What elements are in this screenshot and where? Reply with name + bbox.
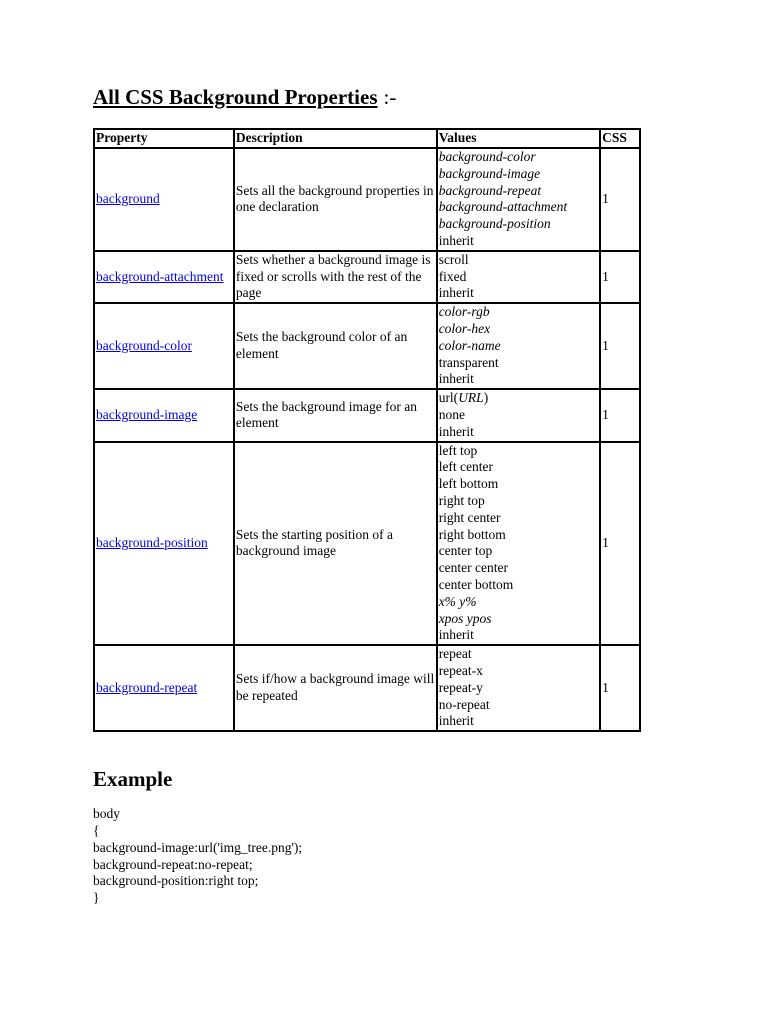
value-item: no-repeat xyxy=(438,696,490,712)
code-line: { xyxy=(93,822,100,838)
value-item: background-color xyxy=(438,149,536,164)
value-item: scroll xyxy=(438,251,469,267)
value-fragment: URL xyxy=(458,390,484,406)
code-line: body xyxy=(93,806,120,822)
values-cell xyxy=(437,645,600,731)
value-item xyxy=(439,390,598,407)
values-cell xyxy=(437,303,600,389)
description-cell: Sets the starting position of a background image xyxy=(234,442,437,646)
table-row xyxy=(94,303,640,389)
value-item: center bottom xyxy=(438,576,514,592)
value-item: right center xyxy=(438,509,501,525)
values-cell xyxy=(437,389,600,441)
description-cell: Sets all the background properties in one declaration xyxy=(234,148,437,251)
example-code xyxy=(93,806,653,907)
value-item: transparent xyxy=(438,354,499,370)
property-cell xyxy=(94,303,234,389)
value-item: inherit xyxy=(438,285,474,301)
values-cell xyxy=(437,251,600,303)
property-link[interactable]: background-attachment xyxy=(96,268,224,284)
code-line: } xyxy=(93,890,100,906)
property-link[interactable]: background-position xyxy=(96,534,208,550)
page-title xyxy=(93,84,653,110)
table-row xyxy=(94,148,640,251)
table-header-row xyxy=(94,129,640,148)
code-line: background-image:url('img_tree.png'); xyxy=(93,839,303,855)
values-cell xyxy=(437,148,600,251)
value-item: inherit xyxy=(438,713,474,729)
value-fragment: ) xyxy=(483,390,489,406)
value-item: x% y% xyxy=(438,593,477,609)
css-version-cell: 1 xyxy=(600,148,640,251)
value-item: left center xyxy=(438,459,494,475)
table-row xyxy=(94,251,640,303)
page-title-text: All CSS Background Properties xyxy=(93,85,378,109)
property-cell xyxy=(94,442,234,646)
value-item: none xyxy=(438,406,465,422)
css-version-cell: 1 xyxy=(600,303,640,389)
value-item: inherit xyxy=(438,371,474,387)
value-item: inherit xyxy=(438,627,474,643)
document-page xyxy=(93,84,653,907)
property-link[interactable]: background-image xyxy=(96,406,198,422)
value-item: background-attachment xyxy=(438,199,568,215)
code-line: background-repeat:no-repeat; xyxy=(93,856,253,872)
value-item: center center xyxy=(438,560,509,576)
value-item: repeat xyxy=(438,646,472,662)
value-item: repeat-x xyxy=(438,662,483,678)
column-header-property: Property xyxy=(94,129,234,148)
code-line: background-position:right top; xyxy=(93,873,259,889)
value-item: background-image xyxy=(438,165,541,181)
value-item: color-hex xyxy=(438,320,491,336)
value-item: left top xyxy=(438,442,478,458)
value-item: right top xyxy=(438,492,485,508)
description-cell: Sets the background image for an element xyxy=(234,389,437,441)
value-item: center top xyxy=(438,543,493,559)
css-version-cell: 1 xyxy=(600,645,640,731)
value-item: fixed xyxy=(438,268,467,284)
properties-table xyxy=(93,128,641,732)
column-header-description: Description xyxy=(234,129,437,148)
property-cell xyxy=(94,389,234,441)
property-link[interactable]: background-color xyxy=(96,337,192,353)
value-item: background-position xyxy=(438,216,551,232)
css-version-cell: 1 xyxy=(600,389,640,441)
values-cell xyxy=(437,442,600,646)
value-fragment: url( xyxy=(438,390,459,406)
property-link[interactable]: background xyxy=(96,190,160,206)
column-header-css: CSS xyxy=(600,129,640,148)
page-title-suffix: :- xyxy=(383,85,397,109)
description-cell: Sets the background color of an element xyxy=(234,303,437,389)
description-cell: Sets whether a background image is fixed or scrolls with the rest of the page xyxy=(234,251,437,303)
property-cell xyxy=(94,645,234,731)
table-body xyxy=(94,148,640,731)
value-item: inherit xyxy=(438,232,474,248)
property-link[interactable]: background-repeat xyxy=(96,679,198,695)
table-row xyxy=(94,442,640,646)
value-item: xpos ypos xyxy=(438,610,492,626)
value-item: background-repeat xyxy=(438,182,542,198)
value-item: left bottom xyxy=(438,476,499,492)
css-version-cell: 1 xyxy=(600,251,640,303)
table-row xyxy=(94,645,640,731)
table-row xyxy=(94,389,640,441)
property-cell xyxy=(94,251,234,303)
value-item: color-rgb xyxy=(438,304,490,320)
column-header-values: Values xyxy=(437,129,600,148)
value-item: color-name xyxy=(438,337,501,353)
example-heading: Example xyxy=(93,767,173,792)
description-cell: Sets if/how a background image will be repeated xyxy=(234,645,437,731)
value-item: right bottom xyxy=(438,526,506,542)
property-cell xyxy=(94,148,234,251)
css-version-cell: 1 xyxy=(600,442,640,646)
value-item: inherit xyxy=(438,423,474,439)
value-item: repeat-y xyxy=(438,679,483,695)
